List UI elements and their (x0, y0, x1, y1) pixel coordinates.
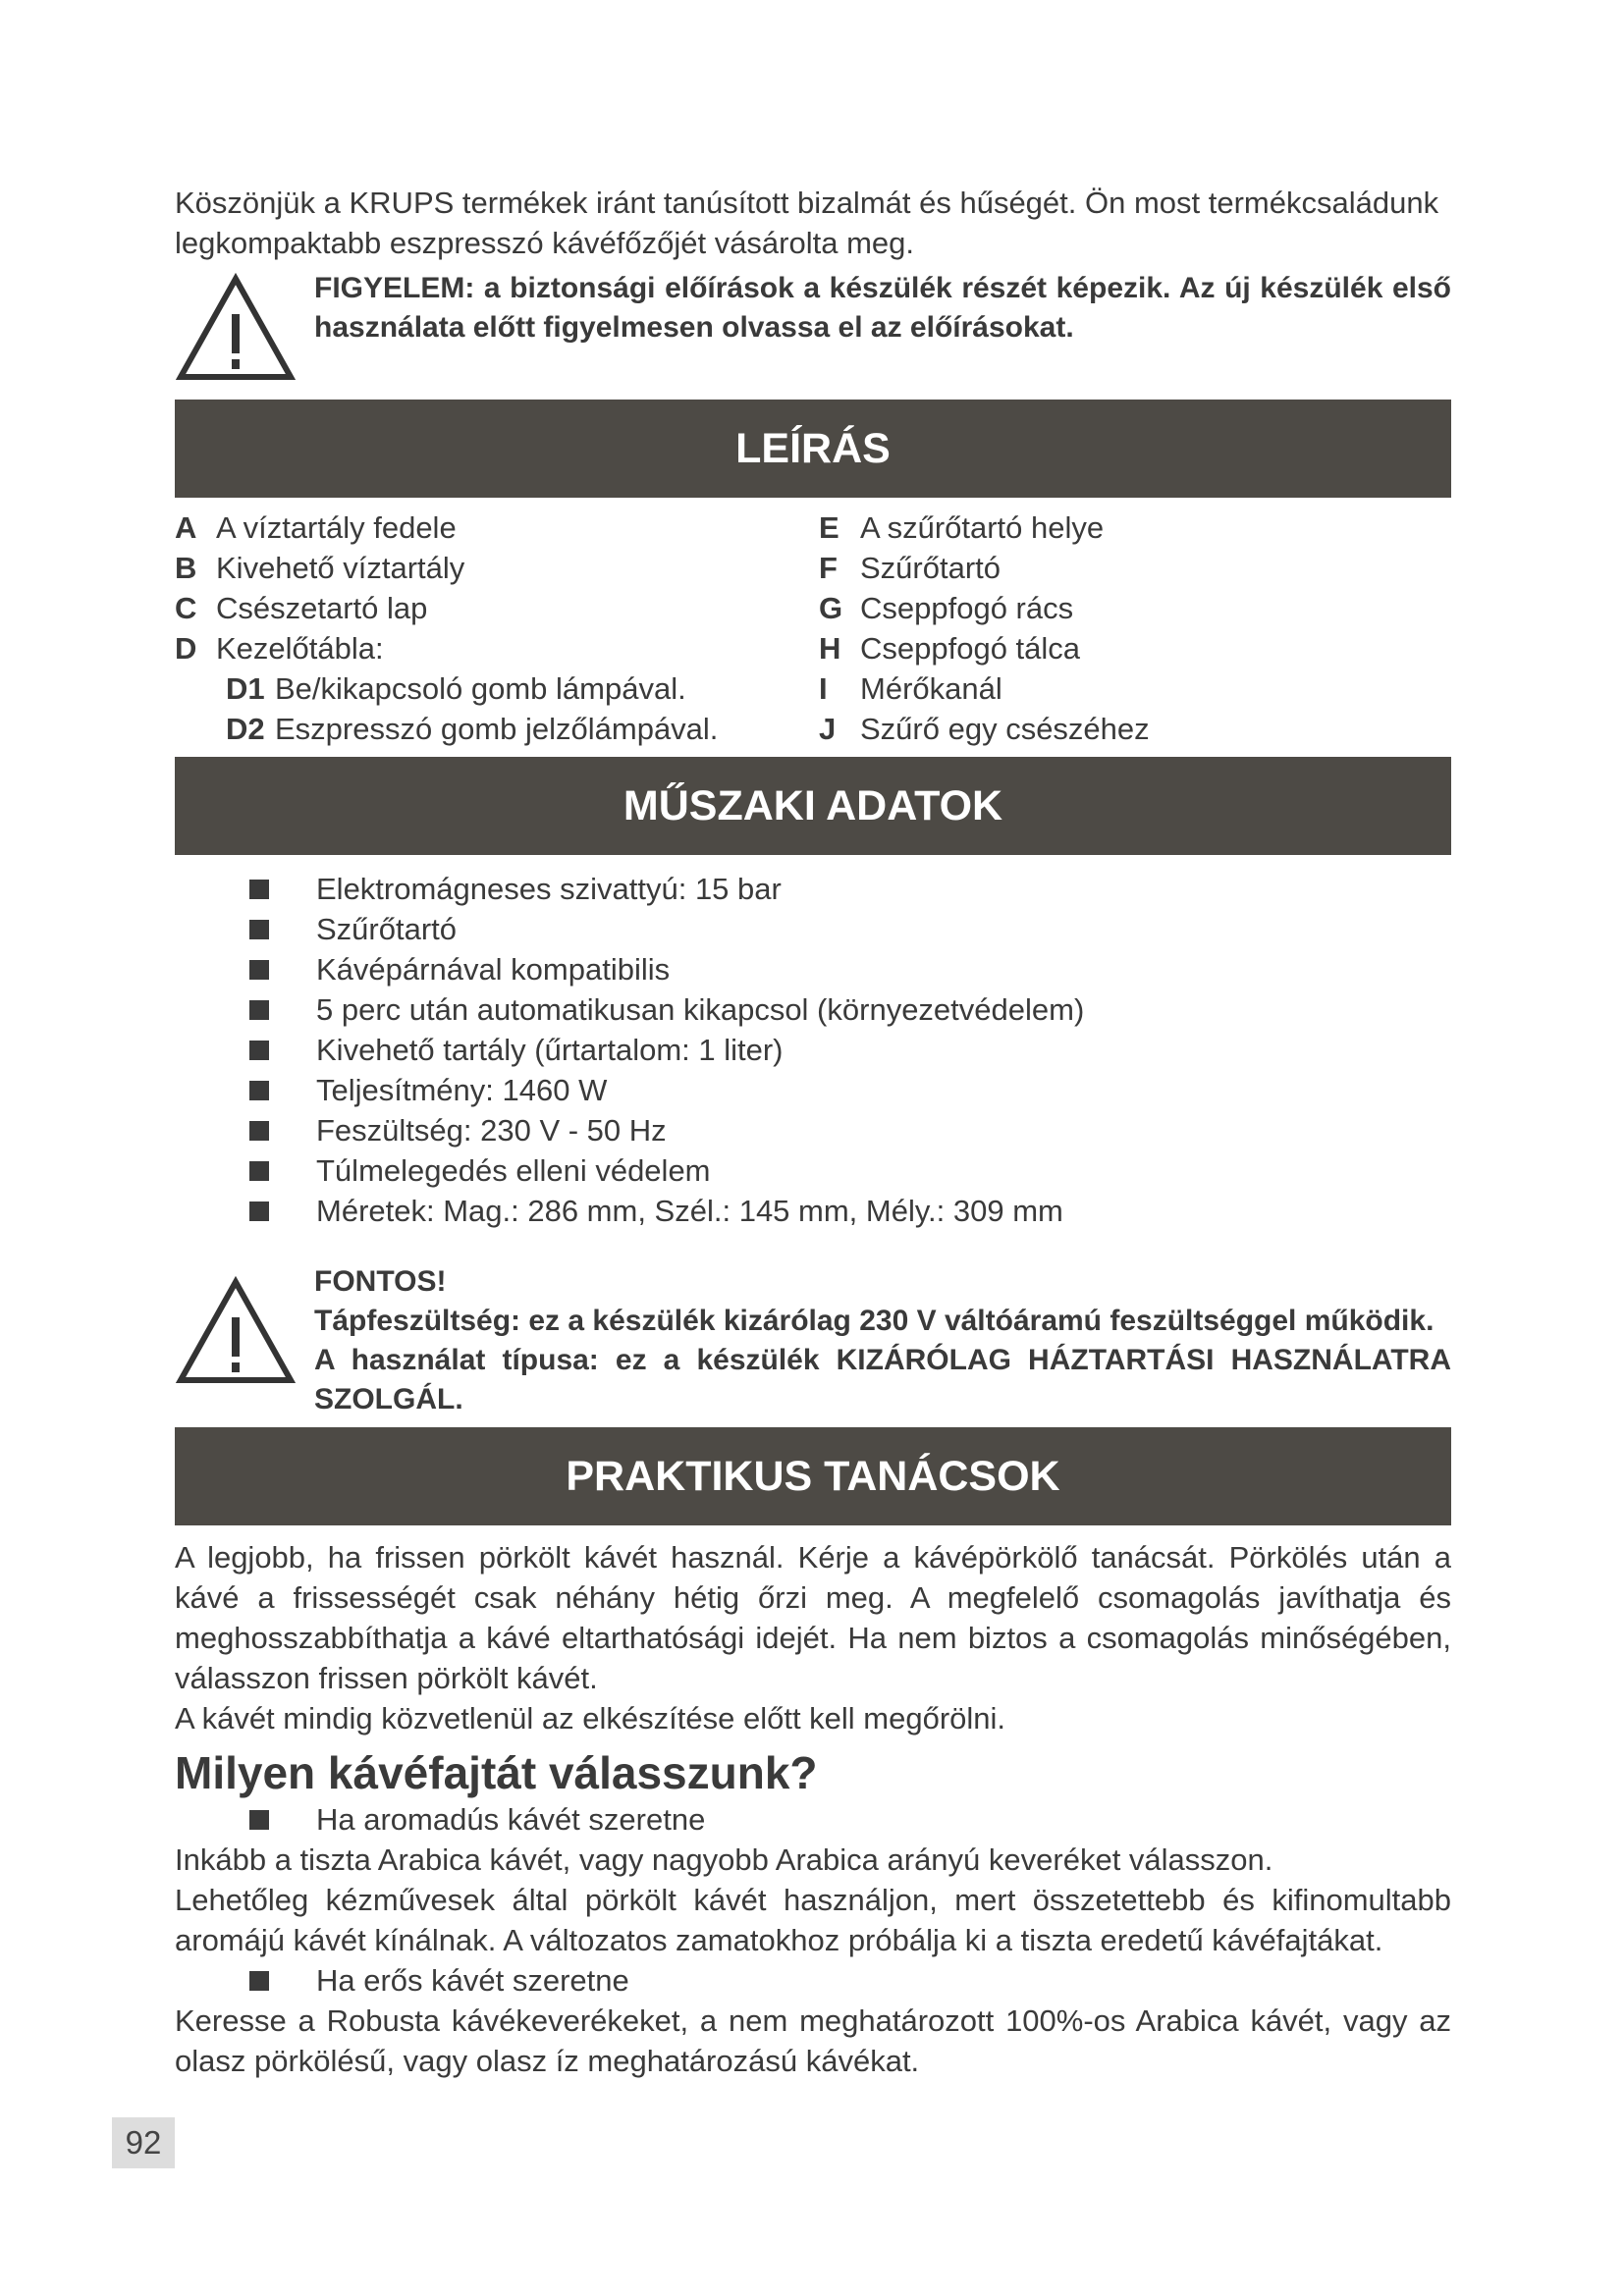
parts-column-right (807, 507, 1451, 749)
spec-item: Elektromágneses szivattyú: 15 bar (175, 869, 1451, 909)
bullet-square-icon (249, 960, 269, 980)
part-item: A A víztartály fedele (175, 510, 457, 545)
spec-item: Teljesítmény: 1460 W (175, 1070, 1451, 1110)
bullet-square-icon (249, 1121, 269, 1141)
important-title: FONTOS! (314, 1265, 447, 1298)
parts-list (175, 507, 1451, 749)
part-item: H Cseppfogó tálca (819, 631, 1081, 666)
parts-column-left (175, 507, 807, 749)
spec-item: 5 perc után automatikusan kikapcsol (környezetvédelem) (175, 989, 1451, 1030)
page-number: 92 (112, 2117, 175, 2168)
important-voltage: Tápfeszültség: ez a készülék kizárólag 230 V váltóáramú feszültséggel működik. (314, 1305, 1435, 1337)
spec-item: Méretek: Mag.: 286 mm, Szél.: 145 mm, Mély.: 309 mm (175, 1191, 1451, 1231)
coffee-paragraph: Lehetőleg kézművesek által pörkölt kávét használjon, mert összetettebb és kifinomultabb aromájú kávét kínálnak. A változatos zamatokhoz próbálja ki a tiszta eredetű kávéfajtákat. (175, 1883, 1451, 1957)
important-warning (175, 1262, 1451, 1419)
bullet-square-icon (249, 920, 269, 939)
section-header-muszaki: MŰSZAKI ADATOK (175, 757, 1451, 855)
section-header-leiras: LEÍRÁS (175, 400, 1451, 498)
bullet-square-icon (249, 1081, 269, 1100)
warning-text: FIGYELEM: a biztonsági előírások a készülék részét képezik. Az új készülék első használata előtt figyelmesen olvassa el az előírásokat. (314, 272, 1451, 344)
bullet-square-icon (249, 1201, 269, 1221)
section-header-praktikus: PRAKTIKUS TANÁCSOK (175, 1427, 1451, 1525)
tips-paragraph: A kávét mindig közvetlenül az elkészítése előtt kell megőrölni. (175, 1701, 1006, 1735)
coffee-heading: Milyen kávéfajtát válasszunk? (175, 1747, 818, 1798)
coffee-bullet: Ha aromadús kávét szeretne (175, 1799, 1451, 1840)
part-item: J Szűrő egy csészéhez (819, 712, 1150, 746)
warning-triangle-icon (175, 1276, 297, 1386)
specs-list (175, 869, 1451, 1231)
intro-text: Köszönjük a KRUPS termékek iránt tanúsított bizalmát és hűségét. Ön most termékcsaládunk legkompaktabb eszpresszó kávéfőzőjét vásárolta meg. (175, 186, 1439, 260)
tips-paragraph: A legjobb, ha frissen pörkölt kávét használ. Kérje a kávépörkölő tanácsát. Pörkölés után a kávé a frissességét csak néhány hétig őrzi meg. A megfelelő csomagolás javíthatja és meghosszabbíthatja a kávé eltarthatósági idejét. Ha nem biztos a csomagolás minőségében, válasszon frissen pörkölt kávét. (175, 1540, 1451, 1695)
bullet-square-icon (249, 1041, 269, 1060)
coffee-paragraph: Inkább a tiszta Arabica kávét, vagy nagyobb Arabica arányú keveréket válasszon. (175, 1842, 1273, 1877)
spec-item: Szűrőtartó (175, 909, 1451, 949)
part-item: I Mérőkanál (819, 671, 1002, 706)
important-usage: A használat típusa: ez a készülék KIZÁRÓLAG HÁZTARTÁSI HASZNÁLATRA SZOLGÁL. (314, 1344, 1451, 1415)
bullet-square-icon (249, 1161, 269, 1181)
bullet-square-icon (249, 1000, 269, 1020)
manual-page (175, 183, 1451, 2081)
coffee-paragraph: Keresse a Robusta kávékeverékeket, a nem meghatározott 100%-os Arabica kávét, vagy az olasz pörkölésű, vagy olasz íz meghatározású kávékat. (175, 2003, 1451, 2078)
part-item: C Csészetartó lap (175, 591, 428, 625)
part-subitem: D2 Eszpresszó gomb jelzőlámpával. (226, 712, 719, 746)
part-item: B Kivehető víztartály (175, 551, 465, 585)
bullet-square-icon (249, 1810, 269, 1830)
spec-item: Feszültség: 230 V - 50 Hz (175, 1110, 1451, 1150)
bullet-square-icon (249, 880, 269, 899)
part-item: G Cseppfogó rács (819, 591, 1074, 625)
coffee-bullet: Ha erős kávét szeretne (175, 1960, 1451, 2001)
part-item: D Kezelőtábla: (175, 631, 384, 666)
part-subitem: D1 Be/kikapcsoló gomb lámpával. (226, 671, 686, 706)
part-item: E A szűrőtartó helye (819, 510, 1105, 545)
safety-warning (175, 269, 1451, 347)
spec-item: Kivehető tartály (űrtartalom: 1 liter) (175, 1030, 1451, 1070)
spec-item: Túlmelegedés elleni védelem (175, 1150, 1451, 1191)
warning-triangle-icon (175, 273, 297, 383)
spec-item: Kávépárnával kompatibilis (175, 949, 1451, 989)
bullet-square-icon (249, 1971, 269, 1991)
part-item: F Szűrőtartó (819, 551, 1001, 585)
